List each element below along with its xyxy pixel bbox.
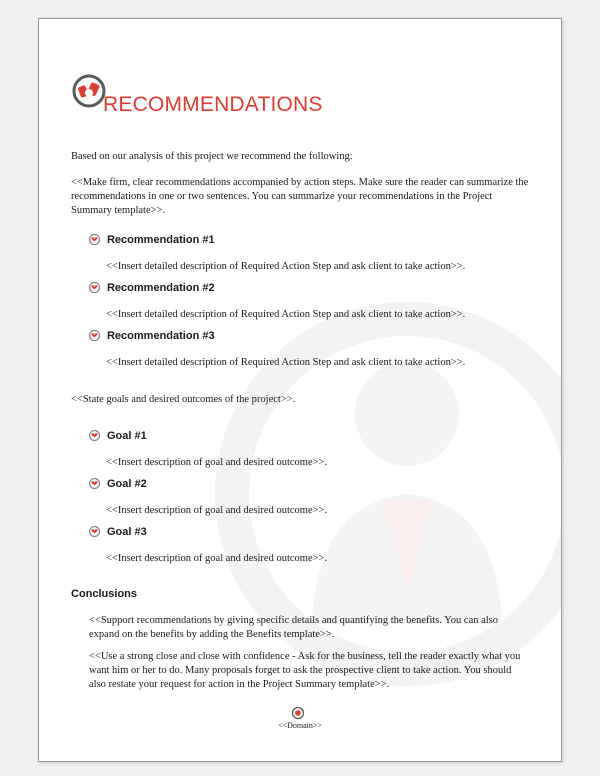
handshake-logo-icon	[71, 73, 107, 109]
footer-domain: <<Domain>>	[278, 721, 322, 730]
recommendation-description: <<Insert detailed description of Required Action Step and ask client to take action>>.	[106, 357, 466, 368]
instruction-text: <<Make firm, clear recommendations accompanied by action steps. Make sure the reader can summarize the recommendations in one or two sentences. You can summarize your recommendations in the Project Summary template>>.	[71, 177, 529, 216]
goal-description: <<Insert description of goal and desired outcome>>.	[106, 505, 328, 516]
goals-intro-text: <<State goals and desired outcomes of the project>>.	[71, 394, 296, 405]
handshake-logo-icon	[291, 706, 305, 720]
page-title: RECOMMENDATIONS	[103, 93, 323, 116]
goal-heading: Goal #1	[107, 430, 147, 442]
recommendation-heading: Recommendation #3	[107, 330, 215, 342]
recommendation-description: <<Insert detailed description of Required Action Step and ask client to take action>>.	[106, 261, 466, 272]
recommendation-heading: Recommendation #2	[107, 282, 215, 294]
conclusions-heading: Conclusions	[71, 588, 138, 600]
recommendation-heading: Recommendation #1	[107, 234, 215, 246]
goal-description: <<Insert description of goal and desired outcome>>.	[106, 553, 328, 564]
goal-heading: Goal #3	[107, 526, 147, 538]
recommendation-description: <<Insert detailed description of Required Action Step and ask client to take action>>.	[106, 309, 466, 320]
conclusion-paragraph: <<Support recommendations by giving specific details and quantifying the benefits. You can also expand on the benefits by adding the Benefits template>>.	[89, 615, 499, 640]
document-page	[38, 18, 562, 762]
goal-heading: Goal #2	[107, 478, 147, 490]
intro-text: Based on our analysis of this project we recommend the following:	[71, 151, 353, 162]
goal-description: <<Insert description of goal and desired outcome>>.	[106, 457, 328, 468]
conclusion-paragraph: <<Use a strong close and close with confidence - Ask for the business, tell the reader exactly what you want him or her to do. Many proposals forget to ask the prospective client to take action. You should also restate your request for action in the Project Summary template>>.	[89, 651, 521, 690]
